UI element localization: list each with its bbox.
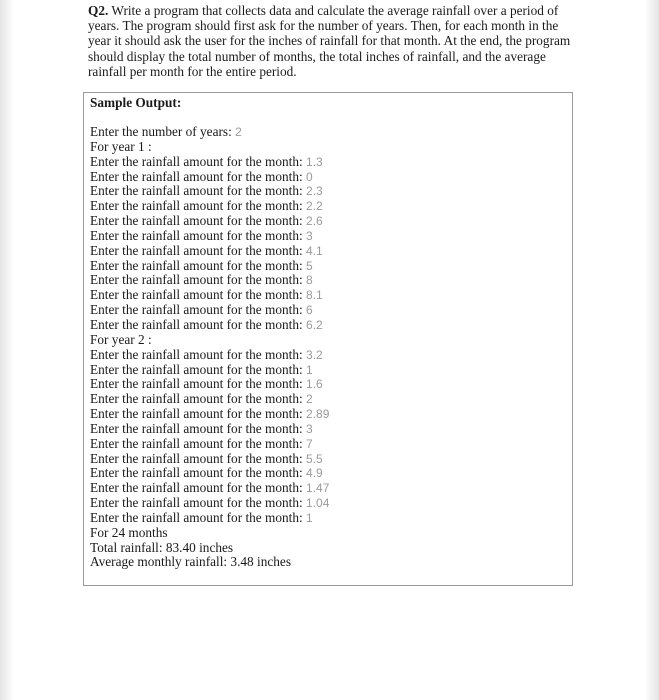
prompt-text: Enter the rainfall amount for the month: xyxy=(90,361,307,377)
sample-output-line xyxy=(90,333,329,348)
user-input-value: 0 xyxy=(306,169,313,184)
sample-output-lines xyxy=(90,125,329,570)
sample-output-line xyxy=(90,555,329,570)
user-input-value: 8 xyxy=(306,273,313,288)
sample-output-line xyxy=(90,155,329,170)
sample-output-line xyxy=(90,541,329,556)
sample-output-line xyxy=(90,273,329,288)
prompt-text: Enter the rainfall amount for the month: xyxy=(90,480,307,496)
sample-output-line xyxy=(90,348,329,363)
prompt-text: Enter the rainfall amount for the month: xyxy=(90,435,307,451)
prompt-text: Enter the rainfall amount for the month: xyxy=(90,168,307,184)
prompt-text: Enter the rainfall amount for the month: xyxy=(90,287,307,303)
user-input-value: 6 xyxy=(306,303,313,318)
sample-output-line xyxy=(90,526,329,541)
user-input-value: 8.1 xyxy=(306,288,323,303)
sample-output-line xyxy=(90,392,329,407)
sample-output-line xyxy=(90,318,329,333)
sample-output-line xyxy=(90,199,329,214)
page-shadow-left xyxy=(0,0,14,700)
sample-output-line xyxy=(90,184,329,199)
prompt-text: Enter the rainfall amount for the month: xyxy=(90,213,307,229)
prompt-text: Enter the rainfall amount for the month: xyxy=(90,153,307,169)
prompt-text: Enter the rainfall amount for the month: xyxy=(90,450,307,466)
sample-output-line xyxy=(90,259,329,274)
prompt-text: Enter the rainfall amount for the month: xyxy=(90,495,307,511)
user-input-value: 6.2 xyxy=(306,317,323,332)
sample-output-line xyxy=(90,466,329,481)
question-text: Write a program that collects data and calculate the average rainfall over a period of years. The program should first ask for the number of years. Then, for each month in the year it should ask the user for the inches of rainfall for that month. At the end, the program should display the total number of months, the total inches of rainfall, and the average rainfall per month for the entire period. xyxy=(88,3,571,79)
sample-output-line xyxy=(90,437,329,452)
user-input-value: 1.3 xyxy=(306,154,323,169)
user-input-value: 2.2 xyxy=(306,199,323,214)
sample-output-line xyxy=(90,125,329,140)
prompt-text: Total rainfall: 83.40 inches xyxy=(90,539,234,555)
sample-output-line xyxy=(90,496,329,511)
prompt-text: For year 1 : xyxy=(90,138,152,154)
page-shadow-right xyxy=(645,0,659,700)
sample-output-line xyxy=(90,229,329,244)
prompt-text: Average monthly rainfall: 3.48 inches xyxy=(90,554,291,570)
prompt-text: Enter the rainfall amount for the month: xyxy=(90,302,307,318)
prompt-text: Enter the rainfall amount for the month: xyxy=(90,465,307,481)
prompt-text: Enter the rainfall amount for the month: xyxy=(90,183,307,199)
user-input-value: 1.04 xyxy=(306,496,330,511)
sample-output-line xyxy=(90,377,329,392)
question-label: Q2. xyxy=(88,3,109,18)
user-input-value: 2.3 xyxy=(306,184,323,199)
sample-output-line xyxy=(90,481,329,496)
user-input-value: 4.1 xyxy=(306,243,323,258)
prompt-text: Enter the rainfall amount for the month: xyxy=(90,391,307,407)
prompt-text: Enter the rainfall amount for the month: xyxy=(90,272,307,288)
prompt-text: For year 2 : xyxy=(90,331,152,347)
prompt-text: Enter the rainfall amount for the month: xyxy=(90,227,307,243)
sample-output-line xyxy=(90,140,329,155)
prompt-text: Enter the rainfall amount for the month: xyxy=(90,376,307,392)
user-input-value: 7 xyxy=(306,436,313,451)
prompt-text: Enter the rainfall amount for the month: xyxy=(90,509,307,525)
prompt-text: Enter the number of years: xyxy=(90,124,236,139)
sample-output-title: Sample Output: xyxy=(90,95,182,110)
question-paragraph xyxy=(88,3,576,79)
sample-output-line xyxy=(90,303,329,318)
user-input-value: 3 xyxy=(306,228,313,243)
user-input-value: 3 xyxy=(306,421,313,436)
sample-output-line xyxy=(90,407,329,422)
sample-output-box xyxy=(83,92,573,586)
sample-output-line xyxy=(90,244,329,259)
prompt-text: Enter the rainfall amount for the month: xyxy=(90,406,307,422)
user-input-value: 2.6 xyxy=(306,214,323,229)
user-input-value: 5.5 xyxy=(306,451,323,466)
sample-output-line xyxy=(90,288,329,303)
user-input-value: 2 xyxy=(306,392,313,407)
prompt-text: Enter the rainfall amount for the month: xyxy=(90,242,307,258)
sample-output-line xyxy=(90,170,329,185)
prompt-text: Enter the rainfall amount for the month: xyxy=(90,316,307,332)
prompt-text: Enter the rainfall amount for the month: xyxy=(90,257,307,273)
user-input-value: 1.6 xyxy=(306,377,323,392)
user-input-value: 4.9 xyxy=(306,466,323,481)
user-input-value: 1 xyxy=(306,362,313,377)
sample-output-line xyxy=(90,511,329,526)
sample-output-line xyxy=(90,363,329,378)
user-input-value: 3.2 xyxy=(306,347,323,362)
prompt-text: Enter the rainfall amount for the month: xyxy=(90,420,307,436)
user-input-value: 1 xyxy=(306,510,313,525)
sample-output-line xyxy=(90,422,329,437)
sample-output-line xyxy=(90,452,329,467)
user-input-value: 2 xyxy=(235,125,242,139)
prompt-text: For 24 months xyxy=(90,524,168,540)
prompt-text: Enter the rainfall amount for the month: xyxy=(90,346,307,362)
prompt-text: Enter the rainfall amount for the month: xyxy=(90,198,307,214)
user-input-value: 1.47 xyxy=(306,481,330,496)
user-input-value: 2.89 xyxy=(306,407,330,422)
sample-output-line xyxy=(90,214,329,229)
user-input-value: 5 xyxy=(306,258,313,273)
